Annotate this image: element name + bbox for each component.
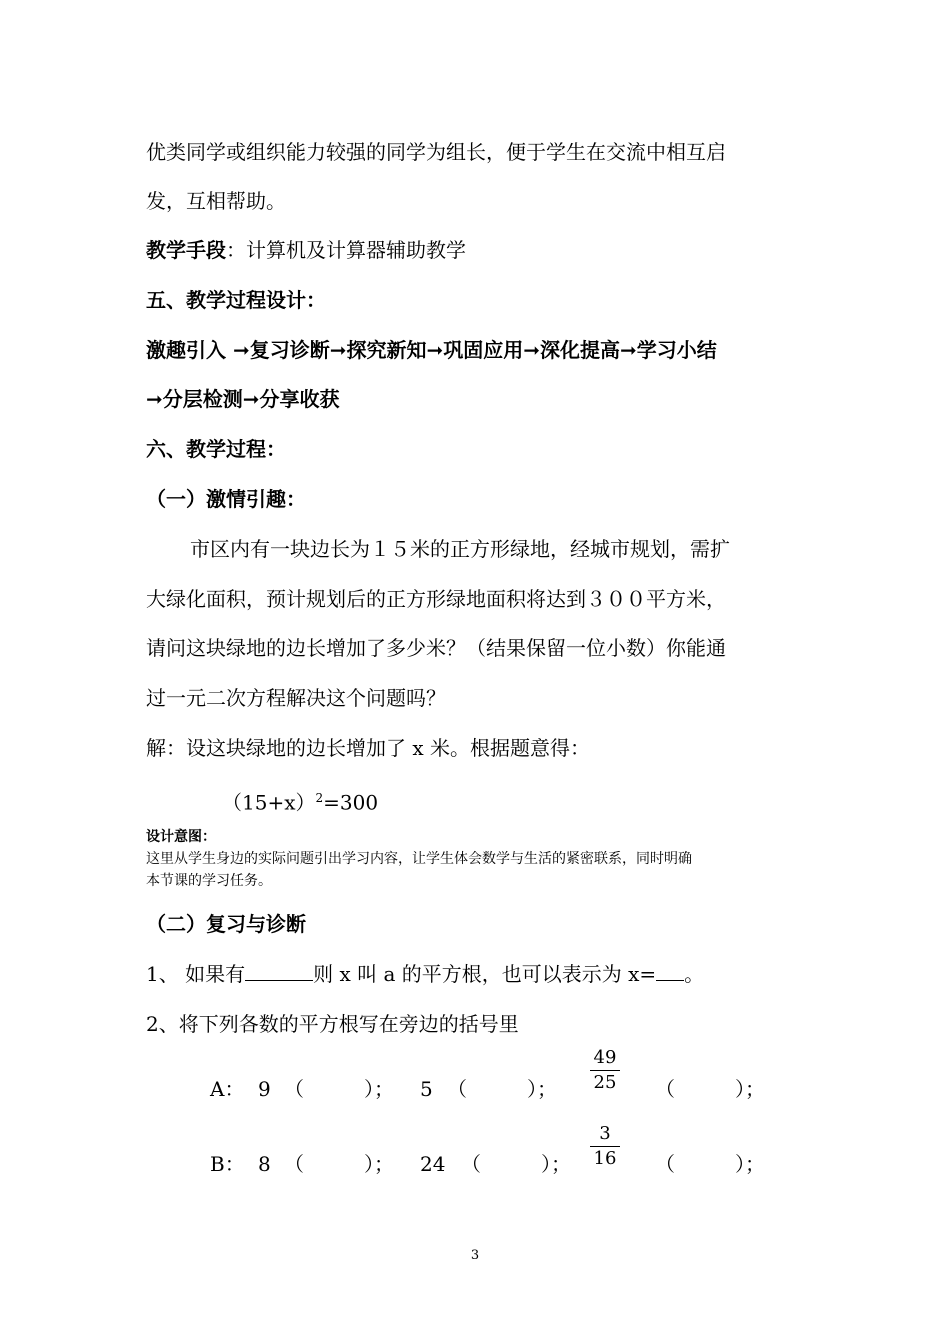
row-b-fraction-numerator: 3: [599, 1123, 611, 1144]
heading-part-2: （二）复习与诊断: [146, 912, 306, 936]
row-b-fraction: [590, 1123, 620, 1170]
process-flow-line-2: ➞分层检测➞分享收获: [146, 387, 340, 411]
design-intent-title: 设计意图：: [146, 829, 216, 845]
para-line-2: 发，互相帮助。: [146, 189, 286, 213]
question-1-part-c: 。: [684, 962, 705, 986]
question-2: 2、将下列各数的平方根写在旁边的括号里: [146, 1012, 519, 1036]
row-b-fraction-bar: [590, 1146, 620, 1147]
design-intent-line-1: 这里从学生身边的实际问题引出学习内容，让学生体会数学与生活的紧密联系，同时明确: [146, 851, 692, 867]
question-1: [146, 960, 704, 988]
question-1-part-a: 1、 如果有: [146, 962, 246, 986]
row-a-paren-1: （ ）；: [284, 1077, 394, 1101]
row-a-fraction-numerator: 49: [593, 1047, 617, 1068]
problem-line-1: 市区内有一块边长为１５米的正方形绿地，经城市规划，需扩: [190, 537, 730, 561]
process-flow-line-1: 激趣引入 ➞复习诊断➞探究新知➞巩固应用➞深化提高➞学习小结: [146, 338, 717, 362]
row-b-paren-2: （ ）；: [461, 1152, 571, 1176]
row-b-number-2: 24: [420, 1152, 446, 1176]
answer-blank-2: [656, 960, 684, 981]
row-a-paren-2: （ ）；: [447, 1077, 557, 1101]
para-line-1: 优类同学或组织能力较强的同学为组长，便于学生在交流中相互启: [146, 140, 726, 164]
row-b-label: B：: [210, 1152, 245, 1176]
problem-line-3: 请问这块绿地的边长增加了多少米？（结果保留一位小数）你能通: [146, 636, 726, 660]
question-1-part-b: 则 x 叫 a 的平方根，也可以表示为 x=: [313, 962, 657, 986]
equation-rest: =300: [323, 790, 379, 815]
teaching-means: [146, 236, 466, 264]
row-b-paren-3: （ ）；: [655, 1152, 765, 1176]
teaching-means-label: 教学手段: [146, 238, 226, 262]
answer-blank-1: [245, 960, 313, 981]
row-a-fraction-bar: [590, 1070, 620, 1071]
row-a-number-2: 5: [420, 1077, 433, 1101]
problem-line-2: 大绿化面积，预计规划后的正方形绿地面积将达到３００平方米，: [146, 587, 726, 611]
row-b-fraction-denominator: 16: [593, 1148, 617, 1169]
row-b-paren-1: （ ）；: [284, 1152, 394, 1176]
row-b-number-1: 8: [258, 1152, 271, 1176]
row-a-fraction-denominator: 25: [593, 1072, 617, 1093]
row-a-fraction: [590, 1047, 620, 1094]
page-number: 3: [470, 1248, 480, 1263]
heading-section-6: 六、教学过程：: [146, 437, 286, 461]
equation-base: （15+x）: [222, 790, 316, 815]
equation-exponent: 2: [315, 791, 324, 805]
teaching-means-text: ：计算机及计算器辅助教学: [226, 238, 466, 262]
solution-line: 解：设这块绿地的边长增加了 x 米。根据题意得：: [146, 736, 590, 760]
heading-part-1: （一）激情引趣：: [146, 487, 306, 511]
row-a-paren-3: （ ）；: [655, 1077, 765, 1101]
equation: [222, 784, 378, 817]
problem-line-4: 过一元二次方程解决这个问题吗？: [146, 686, 446, 710]
row-a-label: A：: [210, 1077, 245, 1101]
heading-section-5: 五、教学过程设计：: [146, 288, 326, 312]
row-a-number-1: 9: [258, 1077, 271, 1101]
design-intent-line-2: 本节课的学习任务。: [146, 873, 272, 889]
